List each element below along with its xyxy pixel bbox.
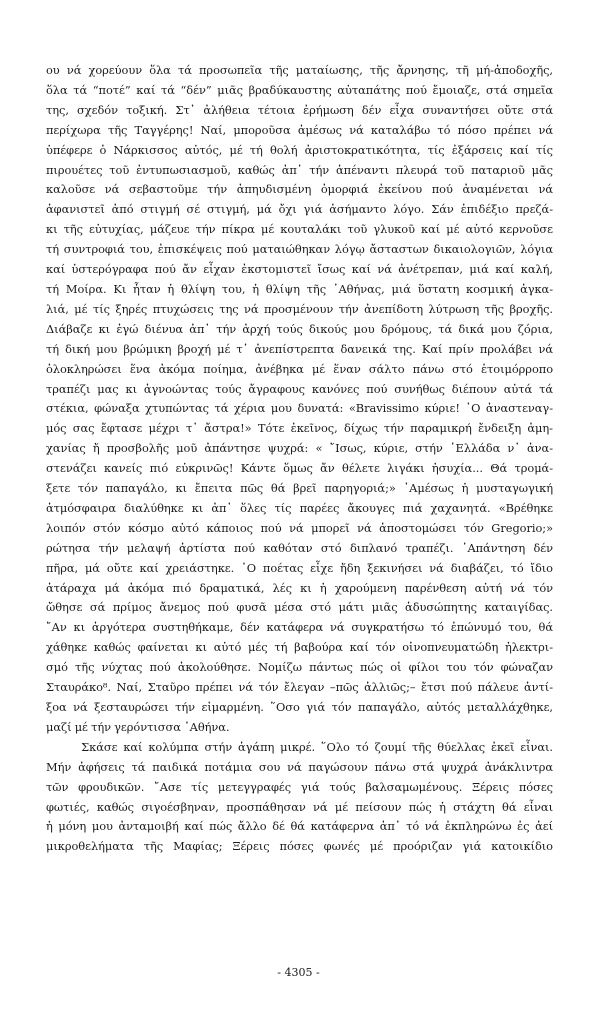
text-line: ἀτάραχα μά ἀκόμα πιό δραματικά, λές κι ἡ χαρούμενη παρένθεση αὐτή νά τόν bbox=[46, 580, 553, 595]
text-line: πιρουέτες τοῦ ἐντυπωσιασμοῦ, καθώς ἀπ᾽ τήν ἀπέναντι πλευρά τοῦ παταριοῦ μᾶς bbox=[46, 162, 553, 177]
paragraph-2 bbox=[46, 738, 553, 857]
text-line: τή Μοίρα. Κι ἦταν ἡ θλίψη του, ἡ θλίψη τῆς ᾽Αθήνας, μιά ὕστατη κοσμική ἀγκα- bbox=[46, 281, 553, 296]
text-line: καί ὑστερόγραφα πού ἄν εἶχαν ἐκστομιστεῖ ἴσως καί νά ἀνέτρεπαν, μιά καί καλή, bbox=[46, 262, 553, 277]
text-line: μαζί μέ τήν γερόντισσα ᾽Αθήνα. bbox=[46, 719, 230, 734]
text-line: ἡ μόνη μου ἀνταμοιβή καί πώς ἄλλο δέ θά κατάφερνα ἀπ᾽ τό νά ἐκπληρώνω ἐς ἀεί bbox=[46, 819, 553, 834]
text-line: της, σχεδόν τοξική. Στ᾽ ἀλήθεια τέτοια ἐρήμωση δέν εἶχα συναντήσει οὔτε στά bbox=[46, 102, 553, 117]
text-line: Διάβαζε κι ἐγώ διένυα ἀπ᾽ τήν ἀρχή τούς δικούς μου δρόμους, τά δικά μου ζόρια, bbox=[46, 321, 553, 336]
text-line: λοιπόν στόν κόσμο αὐτό κάποιος πού νά μπορεῖ νά ἀποστομώσει τόν Gregorio;» bbox=[46, 520, 553, 535]
text-line: στενάζει κανείς πιό εὐκρινῶς! Κάντε ὅμως ἄν θέλετε λιγάκι ἡσυχία... Θά τρομά- bbox=[46, 461, 553, 476]
text-line: ὁλοκληρώσει ἕνα ἀκόμα ποίημα, ἀνέβηκα μέ ἕναν σάλτο πάνω στό ἑτοιμόρροπο bbox=[46, 361, 553, 376]
text-line: Μήν ἀφήσεις τά παιδικά ποτάμια σου νά παγώσουν πάνω στά ψυχρά ἀνάκλιντρα bbox=[46, 759, 553, 774]
text-line: ξοα νά ξεσταυρώσει τήν εἱμαρμένη. ῞Οσο γιά τόν παπαγάλο, αὐτός μεταλλάχθηκε, bbox=[46, 700, 553, 714]
text-line: ῎Αν κι ἀργότερα συστηθήκαμε, δέν κατάφερα νά συγκρατήσω τό ἐπώνυμό του, θά bbox=[46, 620, 553, 635]
text-line: Σκάσε καί κολύμπα στήν ἀγάπη μικρέ. ῞Ολο τό ζουμί τῆς θύελλας ἐκεῖ εἶναι. bbox=[46, 739, 553, 754]
text-line: ἀφανιστεῖ ἀπό στιγμή σέ στιγμή, μά ὄχι γιά ἀσήμαντο λόγο. Σάν ἐπιδέξιο πρεζά- bbox=[46, 202, 553, 217]
text-line: τραπέζι μας κι ἀγνοώντας τούς ἄγραφους κανόνες πού συνήθως διέπουν αὐτά τά bbox=[46, 381, 553, 396]
text-line: φωτιές, καθώς σιγοέσβηναν, προσπάθησαν νά μέ πείσουν πώς ἡ στάχτη θά εἶναι bbox=[46, 799, 553, 814]
text-line: κι τῆς εὐτυχίας, μάζευε τήν πίκρα μέ κουταλάκι τοῦ γλυκοῦ καί μέ αὐτό κερνοῦσε bbox=[46, 222, 553, 237]
text-line: ρώτησα τήν μελαψή ἀρτίστα πού καθόταν στό διπλανό τραπέζι. ᾽Απάντηση δέν bbox=[46, 540, 553, 555]
text-line: λιά, μέ τίς ξηρές πτυχώσεις της νά προσμένουν τήν ἀνεπίδοτη λύτρωση τῆς βροχῆς. bbox=[46, 301, 553, 316]
text-line: τή συντροφιά του, ἐπισκέψεις πού ματαιώθηκαν λόγῳ ἄσταστων δικαιολογιῶν, λόγια bbox=[46, 242, 553, 257]
text-line: στέκια, φώναξα χτυπώντας τά χέρια μου δυνατά: «Bravissimo κύριε! ῾Ο ἀναστεναγ- bbox=[46, 401, 553, 416]
text-line: χανίας ἤ προσβολῆς μοῦ ἀπάντησε ψυχρά: « ῎Ισως, κύριε, στήν ῾Ελλάδα ν᾽ ἀνα- bbox=[46, 441, 553, 456]
body-text bbox=[46, 61, 553, 857]
text-line: σμό τῆς νύχτας πού ἀκολούθησε. Νομίζω πάντως πώς οἱ φίλοι του τόν φώναζαν bbox=[46, 660, 553, 675]
page-number: - 4305 - bbox=[277, 966, 320, 979]
text-line: μός σας ἔφτασε μέχρι τ᾽ ἄστρα!» Τότε ἐκεῖνος, δίχως τήν παραμικρή ἔνδειξη ἀμη- bbox=[46, 421, 553, 436]
text-line: περίχωρα τῆς Ταγγέρης! Ναί, μποροῦσα ἀμέσως νά καταλάβω τό πόσο πρέπει νά bbox=[46, 122, 553, 137]
text-line: ὅλα τά “ποτέ” καί τά “δέν” μιᾶς βραδύκαυστης αὐταπάτης πού ἔμοιαζε, στά σημεῖα bbox=[46, 82, 553, 97]
text-line: ου νά χορεύουν ὅλα τά προσωπεῖα τῆς ματαίωσης, τῆς ἄρνησης, τῆ μή-ἀποδοχῆς, bbox=[46, 63, 553, 77]
text-line: Σταυράκο⁸. Ναί, Σταῦρο πρέπει νά τόν ἔλεγαν –πῶς ἀλλιῶς;– ἔτσι πού πάλευε ἀντί- bbox=[46, 680, 553, 695]
text-line: χάθηκε καθώς φαίνεται κι αὐτό μές τή βαβούρα καί τόν οἰνοπνευματώδη ἠλεκτρι- bbox=[46, 640, 553, 655]
text-line: πῆρα, μά οὔτε καί χρειάστηκε. ῾Ο ποέτας εἶχε ἤδη ξεκινήσει νά διαβάζει, τό ἴδιο bbox=[46, 560, 553, 575]
text-line: ὑπέφερε ὁ Νάρκισσος αὐτός, μέ τή θολή ἀριστοκρατικότητα, τίς ἐξάρσεις καί τίς bbox=[46, 142, 553, 157]
text-line: καλοῦσε νά σεβαστοῦμε τήν ἀπηυδισμένη ὀμορφιά ἐκείνου πού ἀναμένεται νά bbox=[46, 182, 553, 197]
text-line: τῶν φρουδικῶν. ῎Ασε τίς μετεγγραφές γιά τούς βαλσαμωμένους. Ξέρεις πόσες bbox=[46, 779, 553, 794]
text-line: τή δική μου βρώμικη βροχή μέ τ᾽ ἀνεπίστρεπτα δανεικά της. Καί πρίν προλάβει νά bbox=[46, 341, 553, 356]
text-line: ὤθησε σά πρίμος ἄνεμος πού φυσᾶ μέσα στό μάτι μιᾶς ἀδυσώπητης καταιγίδας. bbox=[46, 600, 553, 615]
paragraph-1 bbox=[46, 61, 553, 738]
text-line: ξετε τόν παπαγάλο, κι ἔπειτα πῶς θά βρεῖ παρηγοριά;» ᾽Αμέσως ἡ μυσταγωγική bbox=[46, 481, 553, 496]
text-line: ἀτμόσφαιρα διαλύθηκε κι ἀπ᾽ ὅλες τίς παρέες ἄκουγες πιά χαχανητά. «Βρέθηκε bbox=[46, 500, 553, 515]
text-line: μικροθελήματα τῆς Μαφίας; Ξέρεις πόσες φωνές μέ προόριζαν γιά κατοικίδιο bbox=[46, 839, 553, 854]
